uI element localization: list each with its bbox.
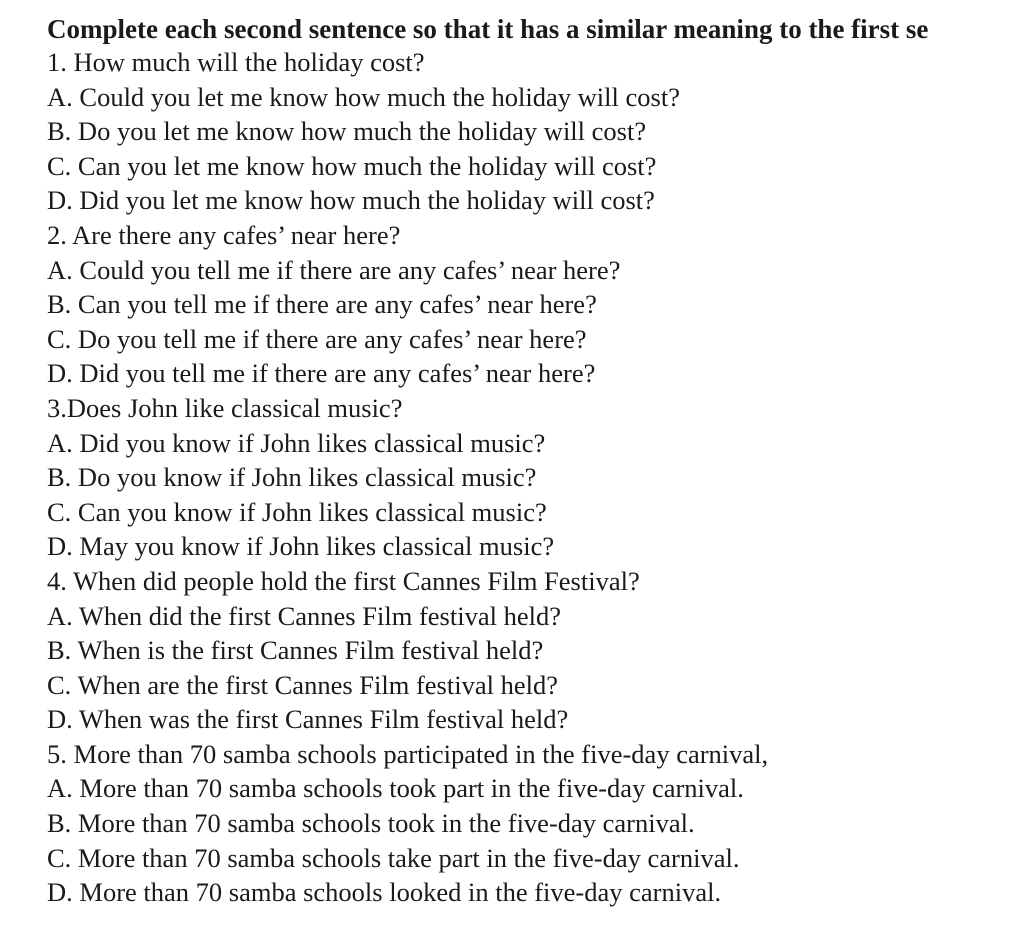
question-list <box>47 45 1007 910</box>
option-3d: D. May you know if John likes classical music? <box>47 531 555 562</box>
option-5d: D. More than 70 samba schools looked in the five-day carnival. <box>47 877 722 908</box>
question-2-stem: 2. Are there any cafes’ near here? <box>47 219 401 250</box>
option-5c: C. More than 70 samba schools take part in the five-day carnival. <box>47 842 740 873</box>
option-4d: D. When was the first Cannes Film festival held? <box>47 704 569 735</box>
instruction-heading: Complete each second sentence so that it has a similar meaning to the first se <box>47 14 929 44</box>
option-2c: C. Do you tell me if there are any cafes’ near here? <box>47 323 587 354</box>
question-4-stem: 4. When did people hold the first Cannes Film Festival? <box>47 565 640 596</box>
option-5b: B. More than 70 samba schools took in the five-day carnival. <box>47 808 695 839</box>
question-5-stem: 5. More than 70 samba schools participated in the five-day carnival, <box>47 738 769 769</box>
question-1-stem: 1. How much will the holiday cost? <box>47 47 425 77</box>
question-3-stem: 3.Does John like classical music? <box>47 392 403 423</box>
option-2d: D. Did you tell me if there are any cafes’ near here? <box>47 358 596 389</box>
option-2b: B. Can you tell me if there are any cafes’ near here? <box>47 289 597 320</box>
option-1c: C. Can you let me know how much the holiday will cost? <box>47 150 657 181</box>
option-2a: A. Could you tell me if there are any cafes’ near here? <box>47 254 621 285</box>
option-3b: B. Do you know if John likes classical music? <box>47 462 537 493</box>
option-5a: A. More than 70 samba schools took part in the five-day carnival. <box>47 773 744 804</box>
option-4c: C. When are the first Cannes Film festival held? <box>47 669 558 700</box>
option-1d: D. Did you let me know how much the holiday will cost? <box>47 185 655 216</box>
option-1b: B. Do you let me know how much the holiday will cost? <box>47 116 647 147</box>
option-3a: A. Did you know if John likes classical music? <box>47 427 546 458</box>
option-4a: A. When did the first Cannes Film festival held? <box>47 600 561 631</box>
option-3c: C. Can you know if John likes classical music? <box>47 496 547 527</box>
option-4b: B. When is the first Cannes Film festival held? <box>47 635 544 666</box>
option-1a: A. Could you let me know how much the holiday will cost? <box>47 81 680 112</box>
